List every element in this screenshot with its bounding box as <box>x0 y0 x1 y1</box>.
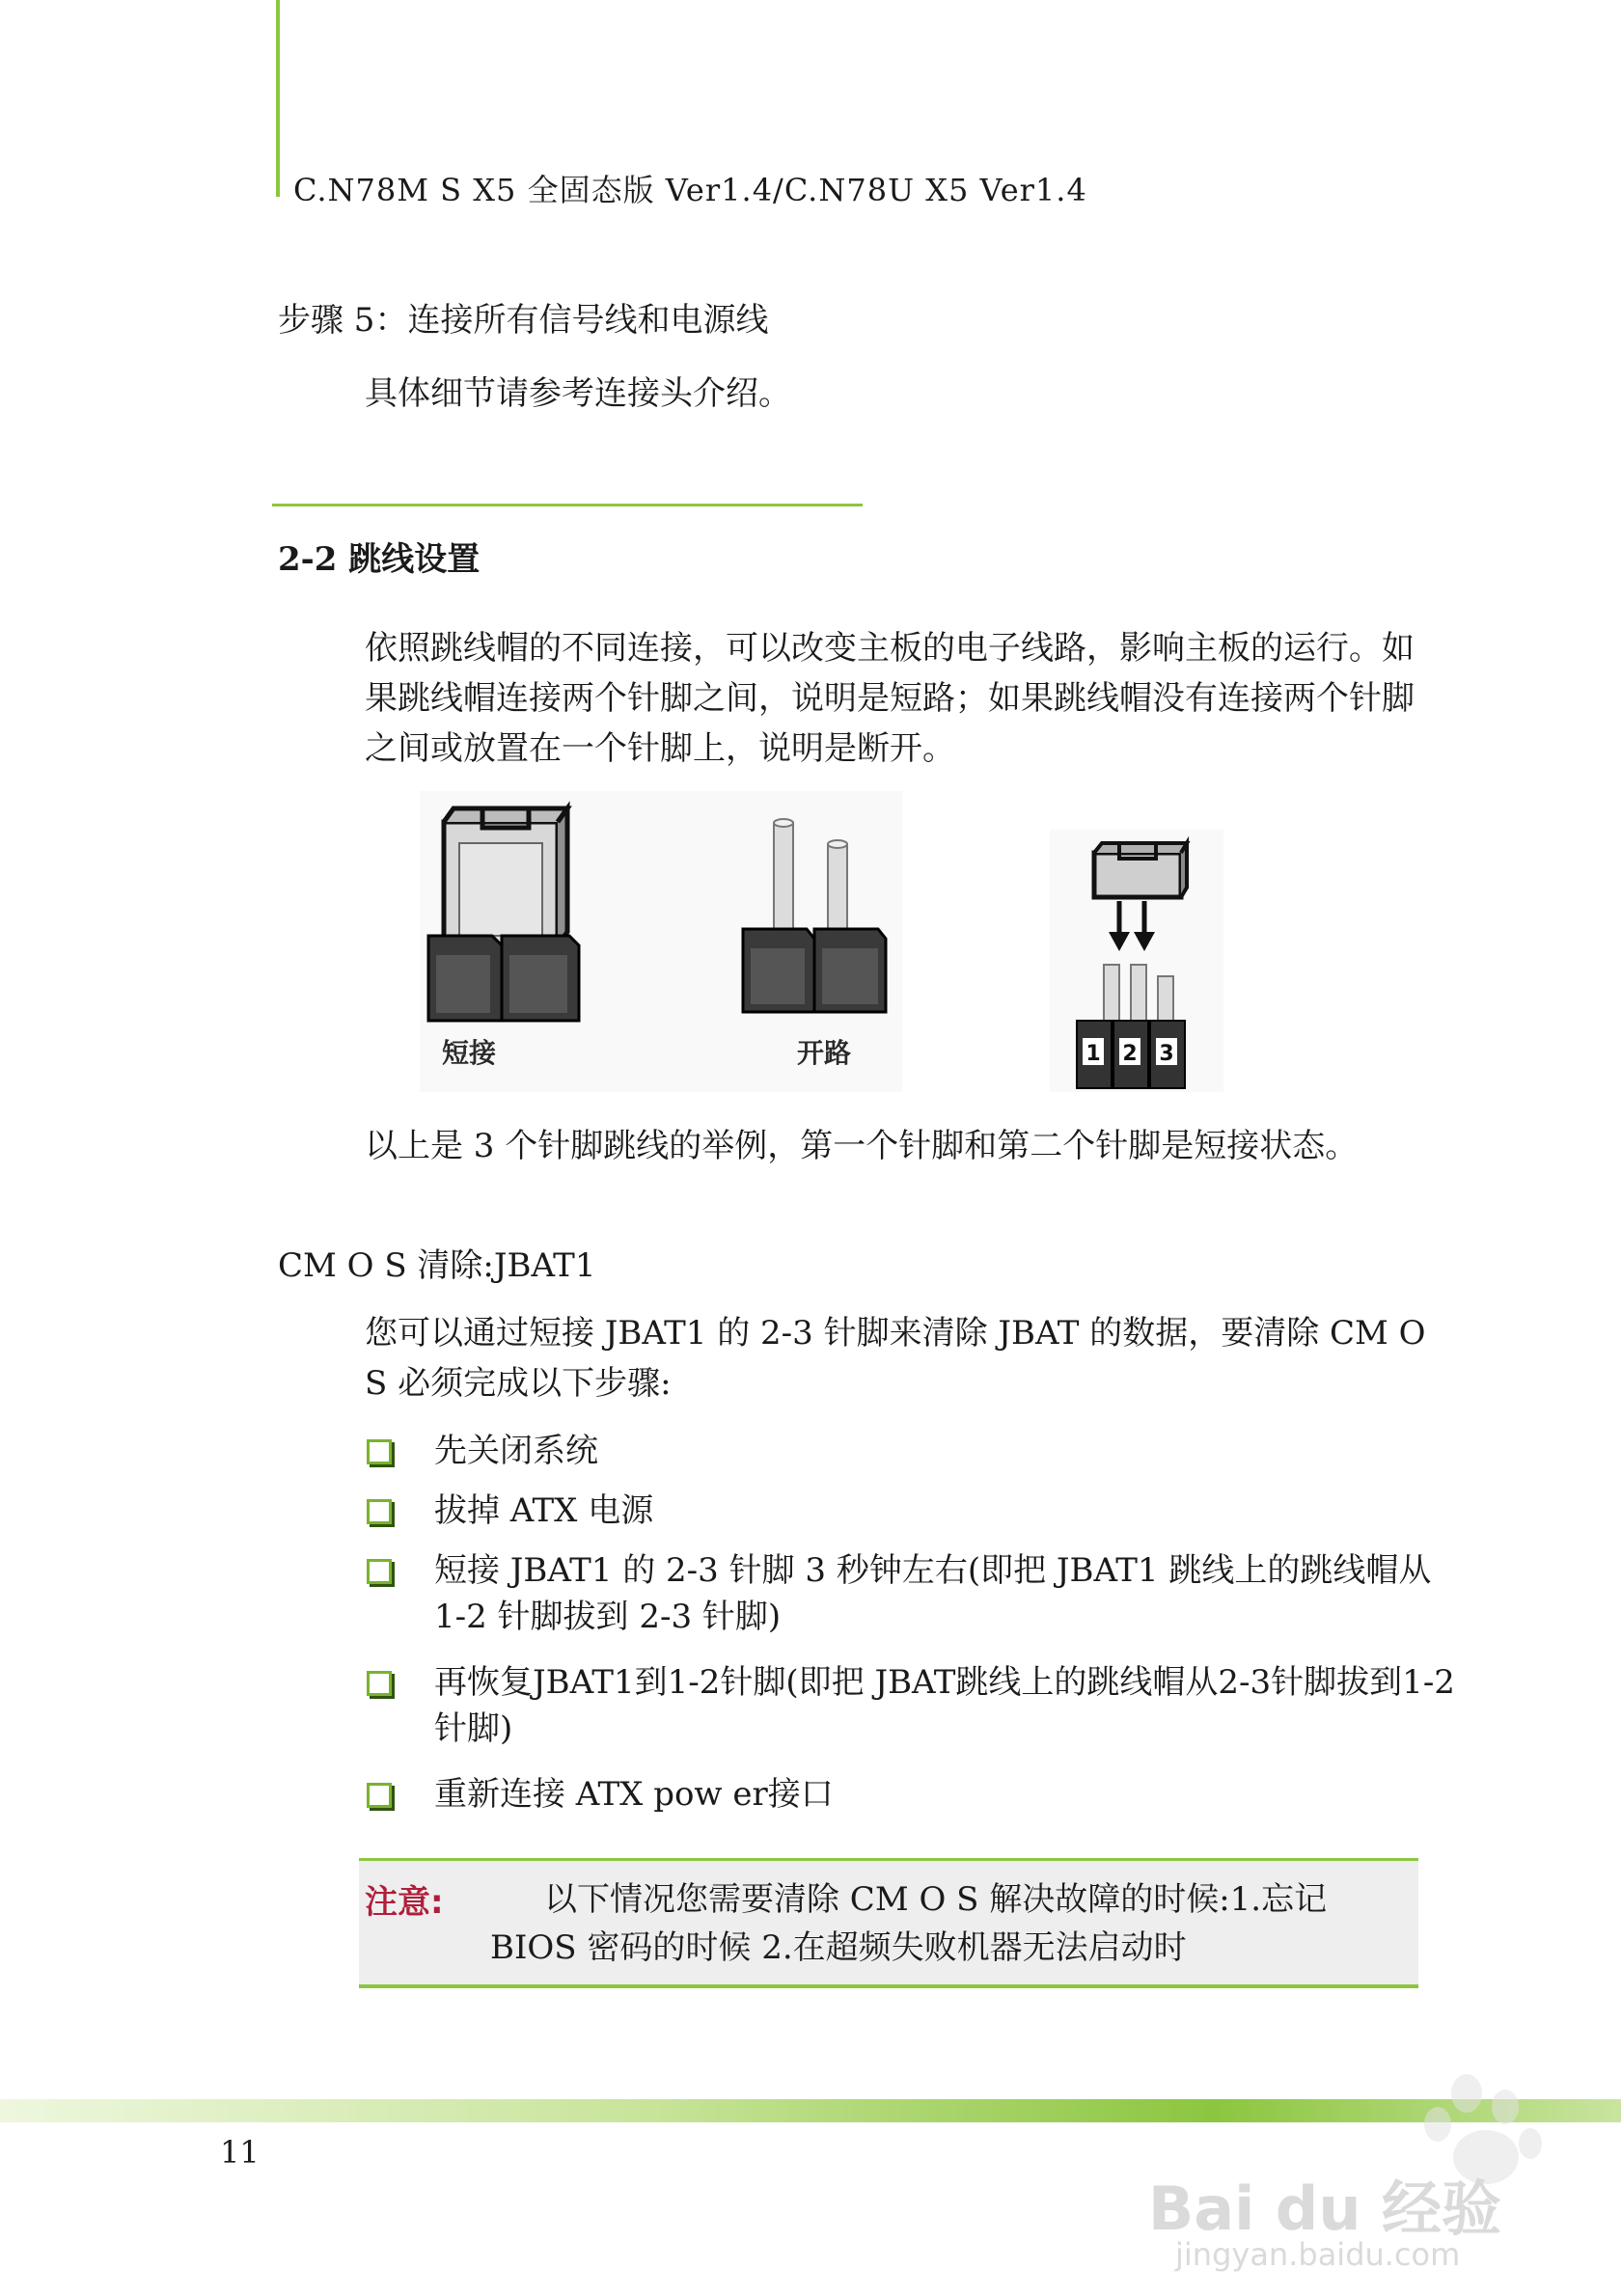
cmos-title: CM O S 清除:JBAT1 <box>278 1246 596 1285</box>
section-intro: 依照跳线帽的不同连接，可以改变主板的电子线路，影响主板的运行。如果跳线帽连接两个针脚之间，说明是短路；如果跳线帽没有连接两个针脚之间或放置在一个针脚上，说明是断开。 <box>365 629 1415 768</box>
step-text: 先关闭系统 <box>434 1432 598 1470</box>
checkbox-bullet-icon <box>367 1559 392 1584</box>
list-item <box>365 1428 1455 1474</box>
list-item <box>365 1659 1455 1752</box>
jumper-short-image <box>415 801 589 1023</box>
step-text: 再恢复JBAT1到1-2针脚(即把 JBAT跳线上的跳线帽从2-3针脚拔到1-2针脚) <box>434 1663 1455 1748</box>
list-item <box>365 1488 1455 1534</box>
pin-label-2: 2 <box>1122 1042 1138 1066</box>
note-text: 以下情况您需要清除 CM O S 解决故障的时候:1.忘记 BIOS 密码的时候 2.在超频失败机器无法启动时 <box>490 1880 1328 1967</box>
checkbox-bullet-icon <box>367 1499 392 1524</box>
list-item <box>365 1547 1455 1640</box>
jumper-short-label: 短接 <box>442 1037 497 1069</box>
pin-label-3: 3 <box>1159 1042 1174 1066</box>
list-item <box>365 1771 1455 1818</box>
step-text: 短接 JBAT1 的 2-3 针脚 3 秒钟左右(即把 JBAT1 跳线上的跳线帽从 1-2 针脚拔到 2-3 针脚) <box>434 1551 1432 1636</box>
cmos-body: 您可以通过短接 JBAT1 的 2-3 针脚来清除 JBAT 的数据，要清除 CM O S 必须完成以下步骤: <box>365 1314 1426 1403</box>
step-text: 重新连接 ATX pow er接口 <box>434 1775 834 1814</box>
pin-label-1: 1 <box>1085 1042 1101 1066</box>
header-title: C.N78M S X5 全固态版 Ver1.4/C.N78U X5 Ver1.4 <box>293 172 1087 208</box>
jumper-3pin-image <box>1061 832 1216 1092</box>
header-accent-bar <box>276 0 280 197</box>
section-divider <box>272 504 863 506</box>
step5-title: 步骤 5：连接所有信号线和电源线 <box>278 301 769 340</box>
jumper-example-text: 以上是 3 个针脚跳线的举例，第一个针脚和第二个针脚是短接状态。 <box>365 1127 1359 1165</box>
section-title: 2-2 跳线设置 <box>278 540 481 579</box>
checkbox-bullet-icon <box>367 1671 392 1696</box>
checkbox-bullet-icon <box>367 1783 392 1808</box>
watermark-url: jingyan.baidu.com <box>1175 2236 1461 2273</box>
jumper-open-image <box>735 815 890 1018</box>
cmos-steps-list <box>365 1428 1455 1831</box>
watermark-brand: Bai du 经验 <box>1148 2173 1502 2244</box>
note-label: 注意: <box>365 1883 444 1922</box>
page-number: 11 <box>220 2134 260 2171</box>
step-text: 拔掉 ATX 电源 <box>434 1491 654 1530</box>
step5-body: 具体细节请参考连接头介绍。 <box>365 374 791 413</box>
jumper-open-label: 开路 <box>797 1037 852 1069</box>
checkbox-bullet-icon <box>367 1439 392 1464</box>
